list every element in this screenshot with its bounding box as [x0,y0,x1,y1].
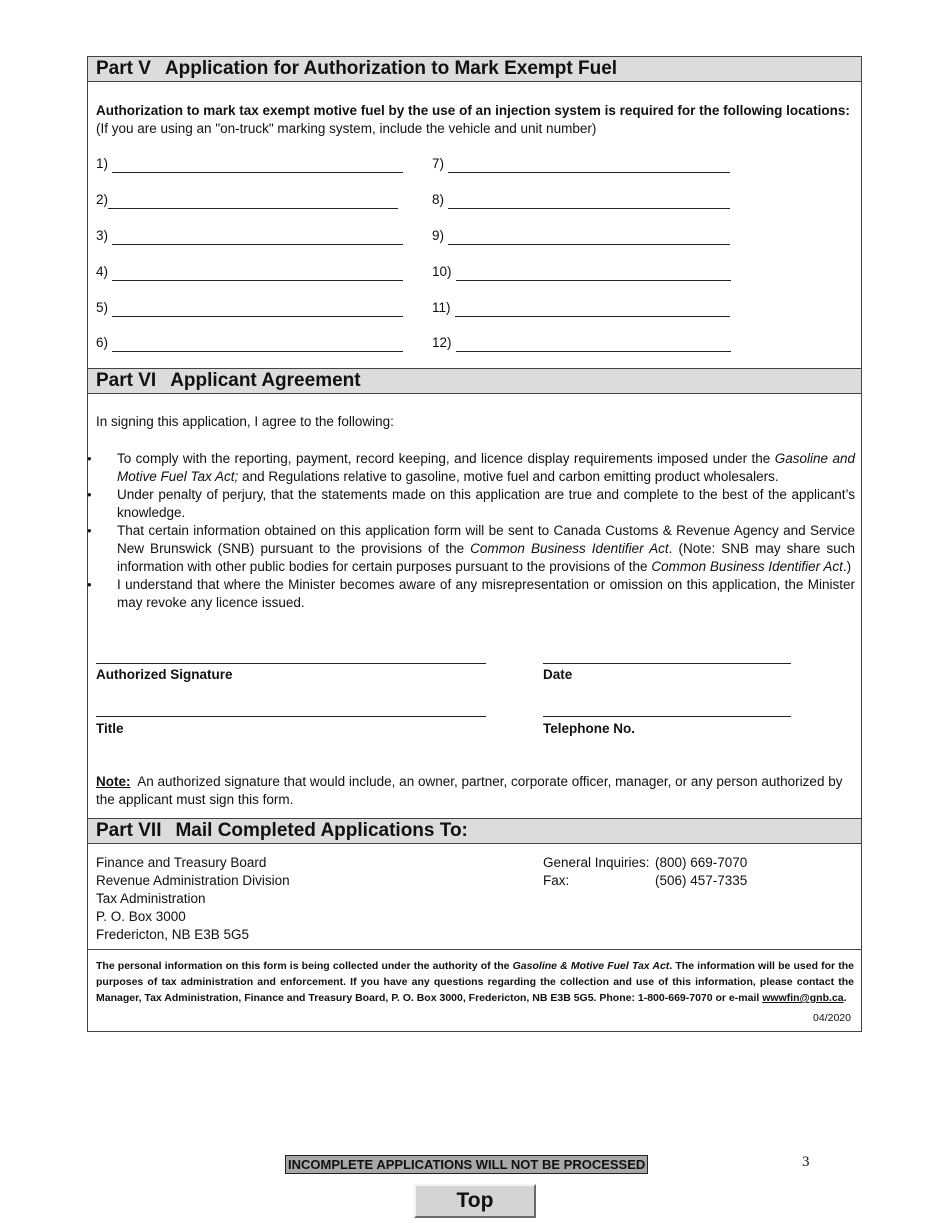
location-input-rule[interactable] [448,231,730,245]
location-label: 12) [432,335,452,350]
location-label: 1) [96,156,109,171]
location-label: 5) [96,300,109,315]
bullet-icon: • [87,577,92,592]
part-v-header [88,56,861,82]
privacy-divider [88,949,861,950]
privacy-text: The personal information on this form is being collected under the authority of the [96,960,510,972]
location-input-rule[interactable] [112,303,403,317]
agreement-text: . (Note: SNB may share such information with other public bodies for certain purposes pursuant to the provisions of the [117,541,855,574]
location-input-rule[interactable] [112,338,403,352]
email-link[interactable]: wwwfin@gnb.ca [762,992,844,1004]
address-line: Tax Administration [96,891,206,906]
title-field[interactable] [96,716,486,717]
note-label: Note: [96,774,131,789]
privacy-act-name: Gasoline & Motive Fuel Tax Act [512,960,670,972]
part-vi-header [88,368,861,394]
location-line-9[interactable] [432,227,730,245]
bullet-icon: • [87,487,92,502]
signature-field[interactable] [96,663,486,664]
part-v-number: Part V [96,58,151,79]
page-number: 3 [802,1154,810,1170]
date-field[interactable] [543,663,791,664]
location-line-2[interactable] [96,191,398,209]
fax-label: Fax: [543,873,570,888]
telephone-label: Telephone No. [543,721,636,736]
location-label: 7) [432,156,445,171]
title-label: Title [96,721,124,736]
agreement-text: To comply with the reporting, payment, record keeping, and licence display requirements imposed under the [117,451,771,466]
location-line-5[interactable] [96,299,403,317]
agreement-text: I understand that where the Minister becomes aware of any misrepresentation or omission on this application, the Minister may revoke any licence issued. [117,577,855,610]
bullet-icon: • [87,523,92,538]
agreement-item-3 [88,522,863,576]
agreement-list [88,450,863,612]
signature-label: Authorized Signature [96,667,233,682]
location-label: 2) [96,192,109,207]
contact-values [655,854,747,890]
fax-number: (506) 457-7335 [655,873,748,888]
inquiries-label: General Inquiries: [543,855,650,870]
location-input-rule[interactable] [456,267,731,281]
location-line-12[interactable] [432,334,731,352]
agreement-item-1 [88,450,863,486]
agreement-item-2 [88,486,863,522]
incomplete-warning: INCOMPLETE APPLICATIONS WILL NOT BE PROCESSED [285,1155,648,1174]
part-vii-title: Mail Completed Applications To: [175,820,468,841]
location-label: 4) [96,264,109,279]
agreement-item-4 [88,576,863,612]
address-line: Finance and Treasury Board [96,855,267,870]
part-v-title: Application for Authorization to Mark Exempt Fuel [164,58,618,79]
location-input-rule[interactable] [112,231,403,245]
inquiries-phone: (800) 669-7070 [655,855,748,870]
part-v-intro-bold: Authorization to mark tax exempt motive fuel by the use of an injection system is required for the following locations: [96,103,850,118]
location-label: 8) [432,192,445,207]
location-line-1[interactable] [96,155,403,173]
agreement-lead: In signing this application, I agree to the following: [96,414,394,429]
agreement-text: .) [842,559,852,574]
privacy-statement [96,958,854,1006]
location-label: 11) [432,300,451,315]
location-input-rule[interactable] [448,159,730,173]
location-line-11[interactable] [432,299,730,317]
form-frame [87,56,862,1032]
location-input-rule[interactable] [108,195,398,209]
agreement-text: That certain information obtained on this application form will be sent to Canada Customs & Revenue Agency and Service New Brunswick (SNB) pursuant to the provisions of the [117,523,855,556]
form-revision-date: 04/2020 [813,1012,851,1024]
part-vii-header [88,818,861,844]
part-vi-number: Part VI [96,370,157,391]
part-v-intro-rest: (If you are using an "on-truck" marking system, include the vehicle and unit number) [96,121,597,136]
address-line: Fredericton, NB E3B 5G5 [96,927,250,942]
agreement-text: and Regulations relative to gasoline, motive fuel and carbon emitting product wholesalers. [242,469,779,484]
location-input-rule[interactable] [112,159,403,173]
part-vi-title: Applicant Agreement [170,370,361,391]
signature-note [96,773,856,809]
location-line-6[interactable] [96,334,403,352]
agreement-italic: Common Business Identifier Act [470,541,669,556]
location-input-rule[interactable] [448,195,730,209]
location-line-10[interactable] [432,263,731,281]
mailing-address [96,854,290,944]
location-line-3[interactable] [96,227,403,245]
address-line: Revenue Administration Division [96,873,290,888]
part-vii-number: Part VII [96,820,162,841]
contact-labels [543,854,650,890]
location-input-rule[interactable] [112,267,403,281]
location-line-7[interactable] [432,155,730,173]
privacy-text: . The information will be used for the purposes of tax administration and enforcement. If you have any questions regarding the collection and use of this information, please contact the Manager, Tax Administration, Finance and Treasury Board, P. O. Box 3000, Fredericton, NB E3B 5G5. Phone: 1-800-669-7070 or e-mail [96,960,854,1004]
location-line-4[interactable] [96,263,403,281]
location-label: 9) [432,228,445,243]
location-label: 10) [432,264,452,279]
location-label: 3) [96,228,109,243]
location-line-8[interactable] [432,191,730,209]
location-input-rule[interactable] [456,338,731,352]
privacy-text: . [843,992,847,1004]
bullet-icon: • [87,451,92,466]
address-line: P. O. Box 3000 [96,909,186,924]
note-text: An authorized signature that would include, an owner, partner, corporate officer, manager, or any person authorized by the applicant must sign this form. [96,774,843,807]
date-label: Date [543,667,573,682]
agreement-italic: Common Business Identifier Act [651,559,843,574]
location-label: 6) [96,335,109,350]
agreement-italic: Gasoline and Motive Fuel Tax Act; [117,451,855,484]
telephone-field[interactable] [543,716,791,717]
part-v-intro [96,102,856,138]
top-button[interactable]: Top [414,1184,536,1218]
agreement-text: Under penalty of perjury, that the statements made on this application are true and complete to the best of the applicant’s knowledge. [117,487,855,520]
location-input-rule[interactable] [455,303,730,317]
